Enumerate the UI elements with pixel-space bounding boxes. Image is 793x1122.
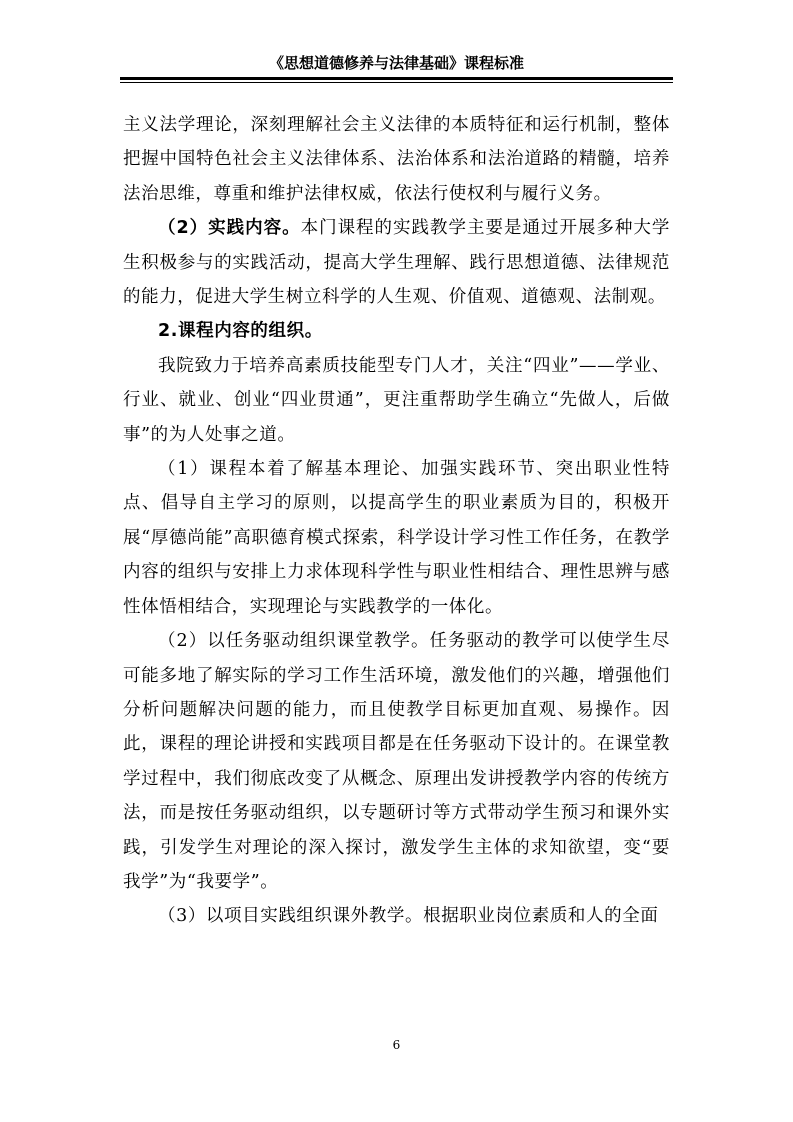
paragraph-practice-content [123, 211, 670, 314]
header-rule-thick [120, 77, 673, 80]
paragraph-item-1: （1）课程本着了解基本理论、加强实践环节、突出职业性特点、倡导自主学习的原则，以提高学生的职业素质为目的，积极开展“厚德尚能”高职德育模式探索，科学设计学习性工作任务，在教学内容的组织与安排上力求体现科学性与职业性相结合、理性思辨与感性体悟相结合，实现理论与实践教学的一体化。 [123, 459, 670, 617]
page-number: 6 [392, 1038, 401, 1052]
paragraph-item-2: （2）以任务驱动组织课堂教学。任务驱动的教学可以使学生尽可能多地了解实际的学习工作生活环境，激发他们的兴趣，增强他们分析问题解决问题的能力，而且使教学目标更加直观、易操作。因此，课程的理论讲授和实践项目都是在任务驱动下设计的。在课堂教学过程中，我们彻底改变了从概念、原理出发讲授教学内容的传统方法，而是按任务驱动组织，以专题研讨等方式带动学生预习和课外实践，引发学生对理论的深入探讨，激发学生主体的求知欲望，变“要我学”为“我要学”。 [123, 631, 670, 892]
paragraph-four-industries: 我院致力于培养高素质技能型专门人才，关注“四业”——学业、行业、就业、创业“四业贯通”，更注重帮助学生确立“先做人，后做事”的为人处事之道。 [123, 355, 670, 445]
paragraph-heading-practice: （2）实践内容。 [158, 218, 301, 239]
paragraph-practice-text: 本门课程的实践教学主要是通过开展多种大学生积极参与的实践活动，提高大学生理解、践行思想道德、法律规范的能力，促进大学生树立科学的人生观、价值观、道德观、法制观。 [123, 218, 670, 308]
header-rule-thin [120, 82, 673, 83]
document-body [123, 108, 670, 934]
section-heading-organization: 2.课程内容的组织。 [158, 321, 323, 342]
page-header-title: 《思想道德修养与法律基础》课程标准 [268, 54, 524, 72]
paragraph-item-3: （3）以项目实践组织课外教学。根据职业岗位素质和人的全面 [158, 906, 659, 927]
paragraph-legal-theory: 主义法学理论，深刻理解社会主义法律的本质特征和运行机制，整体把握中国特色社会主义法律体系、法治体系和法治道路的精髓，培养法治思维，尊重和维护法律权威，依法行使权利与履行义务。 [123, 115, 670, 204]
